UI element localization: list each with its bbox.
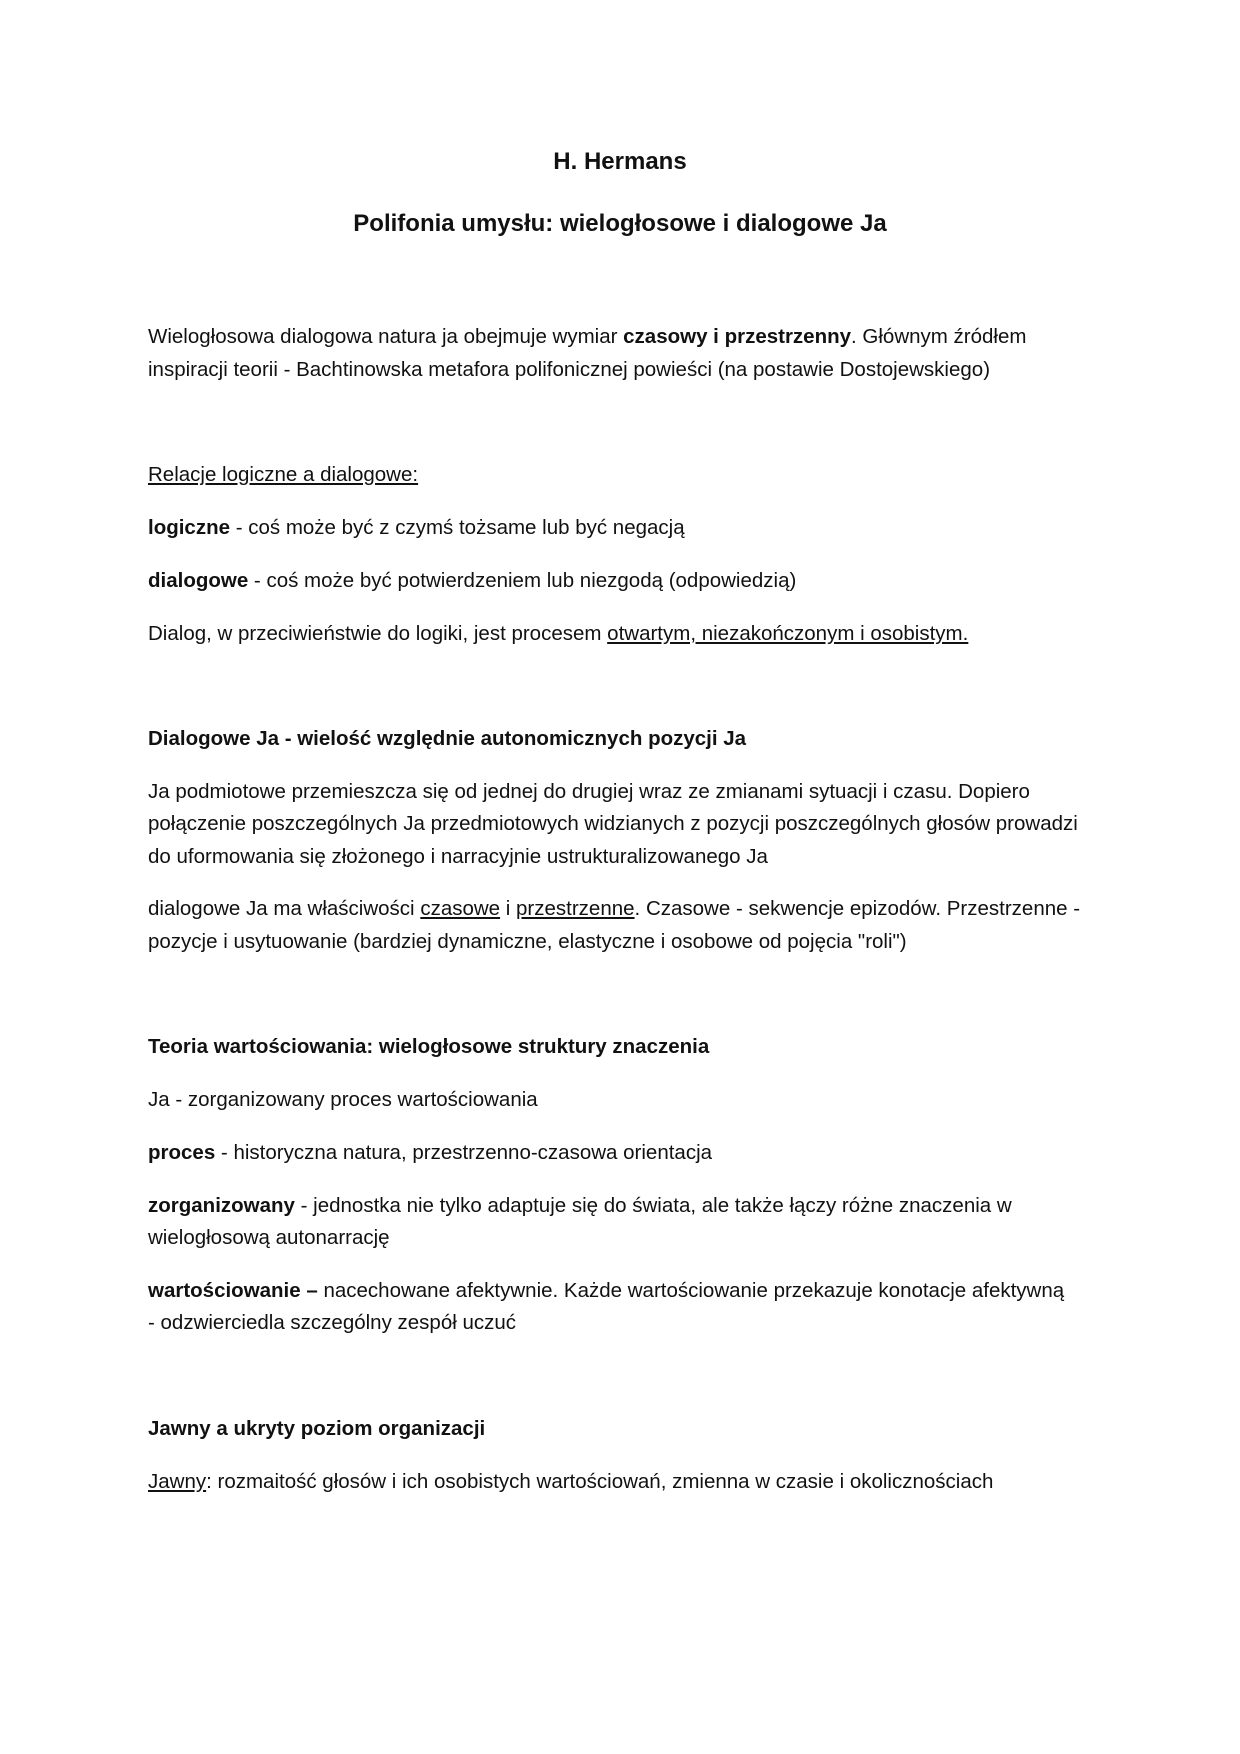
valuation-p1: Ja - zorganizowany proces wartościowania bbox=[148, 1088, 538, 1111]
dialogical-self-p1-line-3: do uformowania się złożonego i narracyjnie ustrukturalizowanego Ja bbox=[148, 845, 768, 868]
overt-def: : rozmaitość głosów i ich osobistych wartościowań, zmienna w czasie i okolicznościach bbox=[206, 1470, 994, 1493]
logical-def: - coś może być z czymś tożsame lub być negacją bbox=[230, 516, 685, 539]
document-title: Polifonia umysłu: wielogłosowe i dialogowe Ja bbox=[353, 210, 887, 237]
dialogical-self-heading bbox=[148, 723, 746, 755]
dialogical-definition bbox=[148, 565, 796, 597]
dialogical-self-p2-line-2: pozycje i usytuowanie (bardziej dynamiczne, elastyczne i osobowe od pojęcia "roli") bbox=[148, 930, 907, 953]
process-def: - historyczna natura, przestrzenno-czasowa orientacja bbox=[215, 1141, 713, 1164]
relations-heading-text: Relacje logiczne a dialogowe: bbox=[148, 463, 419, 486]
intro-bold-dimensions: czasowy i przestrzenny bbox=[623, 325, 852, 348]
spatial-underlined: przestrzenne bbox=[516, 897, 635, 920]
valuation-heading bbox=[148, 1031, 709, 1063]
organized-def: - jednostka nie tylko adaptuje się do świata, ale także łączy różne znaczenia w bbox=[294, 1194, 1012, 1217]
dialogical-self-p1-line-1: Ja podmiotowe przemieszcza się od jednej do drugiej wraz ze zmianami sytuacji i czasu. Dopiero bbox=[148, 780, 1030, 803]
dialog-underlined: otwartym, niezakończonym i osobistym. bbox=[607, 622, 969, 645]
overt-term: Jawny bbox=[148, 1470, 207, 1493]
organized-definition-line-2: wielogłosową autonarrację bbox=[148, 1226, 390, 1249]
dialogical-self-text: . Czasowe - sekwencje epizodów. Przestrzenne - bbox=[634, 897, 1081, 920]
temporal-underlined: czasowe bbox=[420, 897, 501, 920]
dialogical-term: dialogowe bbox=[148, 569, 249, 592]
valuation-definition-line-1 bbox=[148, 1275, 1064, 1307]
valuation-heading-text: Teoria wartościowania: wielogłosowe struktury znaczenia bbox=[148, 1035, 710, 1058]
intro-text: Wielogłosowa dialogowa natura ja obejmuje wymiar bbox=[148, 325, 624, 348]
dialogical-def: - coś może być potwierdzeniem lub niezgodą (odpowiedzią) bbox=[248, 569, 797, 592]
process-definition bbox=[148, 1137, 712, 1169]
organized-definition-line-1 bbox=[148, 1190, 1012, 1222]
valuation-definition-line-2: - odzwierciedla szczególny zespół uczuć bbox=[148, 1311, 517, 1334]
levels-heading-text: Jawny a ukryty poziom organizacji bbox=[148, 1417, 486, 1440]
valuation-def: nacechowane afektywnie. Każde wartościowanie przekazuje konotacje afektywną bbox=[317, 1279, 1065, 1302]
dialogical-self-text: i bbox=[500, 897, 517, 920]
process-term: proces bbox=[148, 1141, 216, 1164]
dialogical-self-p1-line-2: połączenie poszczególnych Ja przedmiotowych widzianych z pozycji poszczególnych głosów prowadzi bbox=[148, 812, 1078, 835]
relations-heading bbox=[148, 459, 418, 491]
overt-definition bbox=[148, 1466, 993, 1498]
valuation-term: wartościowanie – bbox=[148, 1279, 318, 1302]
logical-definition bbox=[148, 512, 685, 544]
dialog-text: Dialog, w przeciwieństwie do logiki, jest procesem bbox=[148, 622, 608, 645]
dialogical-self-p2-line-1 bbox=[148, 893, 1080, 925]
dialogical-self-heading-text: Dialogowe Ja - wielość względnie autonomicznych pozycji Ja bbox=[148, 727, 747, 750]
intro-line-1 bbox=[148, 321, 1026, 353]
dialog-statement bbox=[148, 618, 968, 650]
intro-line-2: inspiracji teorii - Bachtinowska metafora polifonicznej powieści (na postawie Dostojewskiego) bbox=[148, 358, 991, 381]
intro-text: . Głównym źródłem bbox=[851, 325, 1027, 348]
levels-heading bbox=[148, 1413, 485, 1445]
author-heading: H. Hermans bbox=[553, 148, 687, 175]
dialogical-self-text: dialogowe Ja ma właściwości bbox=[148, 897, 421, 920]
logical-term: logiczne bbox=[148, 516, 231, 539]
organized-term: zorganizowany bbox=[148, 1194, 295, 1217]
